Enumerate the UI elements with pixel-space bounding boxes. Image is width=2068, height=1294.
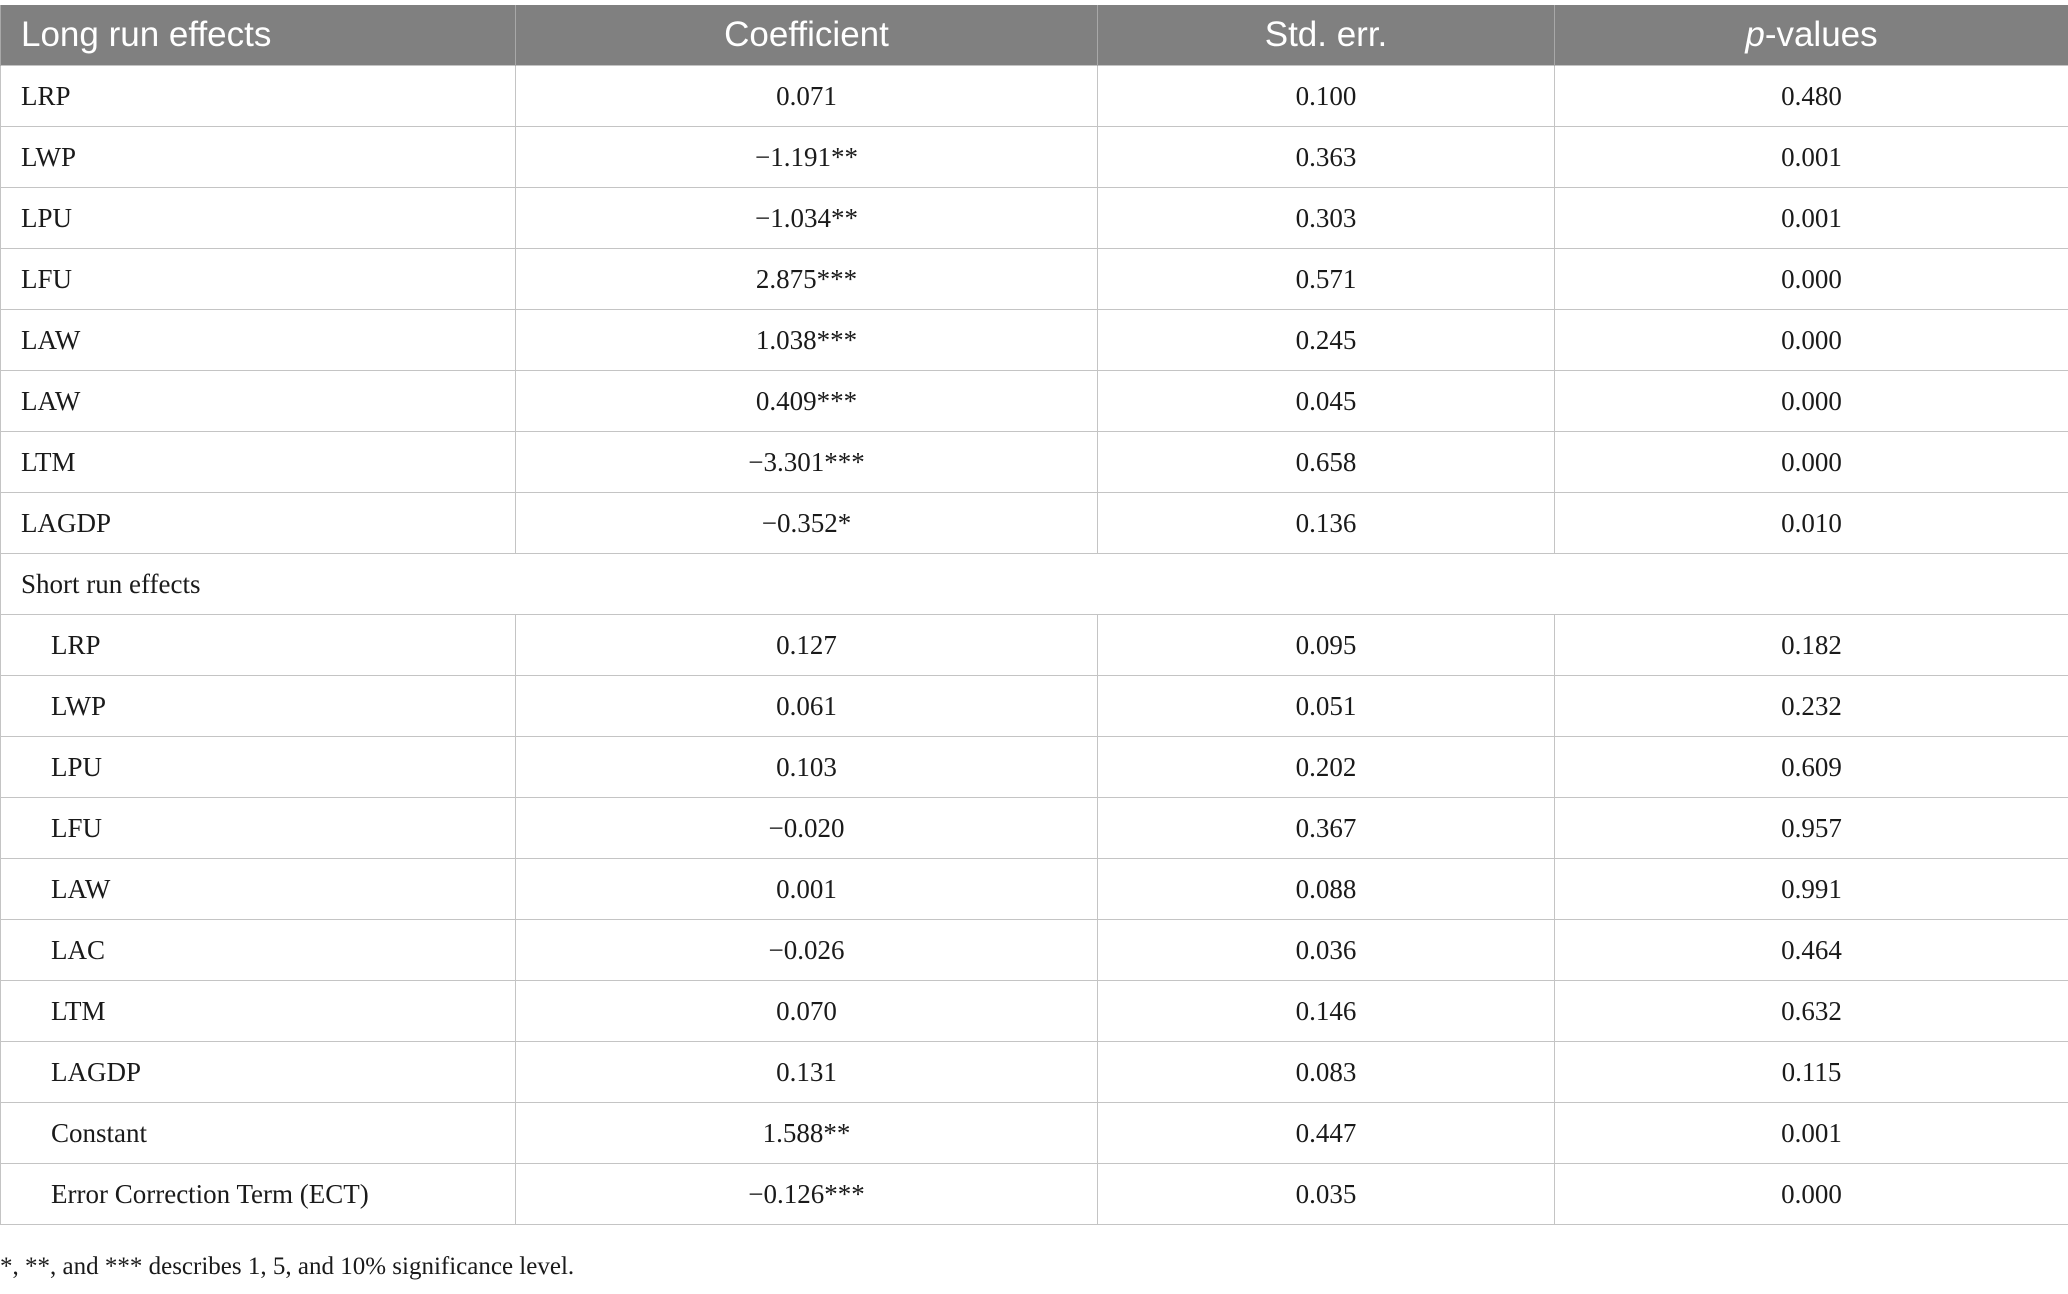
coefficient-cell: 0.103 bbox=[516, 737, 1098, 798]
p-value-cell: 0.000 bbox=[1555, 1164, 2068, 1225]
std-err-cell: 0.036 bbox=[1098, 920, 1555, 981]
row-label: LTM bbox=[1, 432, 516, 493]
header-std-err: Std. err. bbox=[1098, 5, 1555, 66]
std-err-cell: 0.136 bbox=[1098, 493, 1555, 554]
row-label: Constant bbox=[1, 1103, 516, 1164]
coefficient-cell: 1.038*** bbox=[516, 310, 1098, 371]
table-row bbox=[1, 676, 2068, 737]
table-row bbox=[1, 981, 2068, 1042]
row-label: LRP bbox=[1, 66, 516, 127]
std-err-cell: 0.146 bbox=[1098, 981, 1555, 1042]
table-row bbox=[1, 615, 2068, 676]
std-err-cell: 0.035 bbox=[1098, 1164, 1555, 1225]
header-p-values bbox=[1555, 5, 2068, 66]
p-value-cell: 0.609 bbox=[1555, 737, 2068, 798]
coefficient-cell: −0.026 bbox=[516, 920, 1098, 981]
coefficient-cell: −3.301*** bbox=[516, 432, 1098, 493]
p-value-cell: 0.464 bbox=[1555, 920, 2068, 981]
p-value-cell: 0.001 bbox=[1555, 127, 2068, 188]
coefficient-cell: −1.034** bbox=[516, 188, 1098, 249]
p-value-cell: 0.115 bbox=[1555, 1042, 2068, 1103]
std-err-cell: 0.245 bbox=[1098, 310, 1555, 371]
table-row bbox=[1, 1164, 2068, 1225]
std-err-cell: 0.202 bbox=[1098, 737, 1555, 798]
coefficient-cell: −0.352* bbox=[516, 493, 1098, 554]
p-value-cell: 0.010 bbox=[1555, 493, 2068, 554]
p-value-cell: 0.000 bbox=[1555, 249, 2068, 310]
row-label: LWP bbox=[1, 127, 516, 188]
coefficient-cell: 0.061 bbox=[516, 676, 1098, 737]
p-value-cell: 0.001 bbox=[1555, 188, 2068, 249]
std-err-cell: 0.045 bbox=[1098, 371, 1555, 432]
std-err-cell: 0.303 bbox=[1098, 188, 1555, 249]
table-row bbox=[1, 66, 2068, 127]
coefficient-cell: 0.070 bbox=[516, 981, 1098, 1042]
std-err-cell: 0.363 bbox=[1098, 127, 1555, 188]
row-label: LAW bbox=[1, 371, 516, 432]
results-table bbox=[0, 5, 2068, 1225]
table-row bbox=[1, 188, 2068, 249]
coefficient-cell: 0.131 bbox=[516, 1042, 1098, 1103]
coefficient-cell: 2.875*** bbox=[516, 249, 1098, 310]
std-err-cell: 0.088 bbox=[1098, 859, 1555, 920]
row-label: LAGDP bbox=[1, 1042, 516, 1103]
p-value-cell: 0.991 bbox=[1555, 859, 2068, 920]
std-err-cell: 0.051 bbox=[1098, 676, 1555, 737]
std-err-cell: 0.571 bbox=[1098, 249, 1555, 310]
section-row bbox=[1, 554, 2068, 615]
coefficient-cell: −0.020 bbox=[516, 798, 1098, 859]
header-p-letter: p bbox=[1745, 15, 1765, 54]
long-run-body bbox=[1, 66, 2068, 554]
coefficient-cell: 0.001 bbox=[516, 859, 1098, 920]
p-value-cell: 0.001 bbox=[1555, 1103, 2068, 1164]
table-row bbox=[1, 310, 2068, 371]
p-value-cell: 0.000 bbox=[1555, 432, 2068, 493]
row-label: LAW bbox=[1, 310, 516, 371]
row-label: LAW bbox=[1, 859, 516, 920]
table-row bbox=[1, 920, 2068, 981]
p-value-cell: 0.632 bbox=[1555, 981, 2068, 1042]
row-label: LWP bbox=[1, 676, 516, 737]
table-row bbox=[1, 432, 2068, 493]
coefficient-cell: 1.588** bbox=[516, 1103, 1098, 1164]
short-run-body bbox=[1, 615, 2068, 1225]
header-p-suffix: -values bbox=[1764, 15, 1878, 54]
p-value-cell: 0.182 bbox=[1555, 615, 2068, 676]
row-label: LAC bbox=[1, 920, 516, 981]
std-err-cell: 0.447 bbox=[1098, 1103, 1555, 1164]
std-err-cell: 0.083 bbox=[1098, 1042, 1555, 1103]
std-err-cell: 0.658 bbox=[1098, 432, 1555, 493]
row-label: LFU bbox=[1, 249, 516, 310]
header-long-run-effects: Long run effects bbox=[1, 5, 516, 66]
row-label: LTM bbox=[1, 981, 516, 1042]
footnote: *, **, and *** describes 1, 5, and 10% significance level. bbox=[0, 1253, 575, 1280]
row-label: Error Correction Term (ECT) bbox=[1, 1164, 516, 1225]
header-coefficient: Coefficient bbox=[516, 5, 1098, 66]
header-row bbox=[1, 5, 2068, 66]
coefficient-cell: 0.071 bbox=[516, 66, 1098, 127]
row-label: LFU bbox=[1, 798, 516, 859]
table-row bbox=[1, 1103, 2068, 1164]
short-run-heading-body bbox=[1, 554, 2068, 615]
table-row bbox=[1, 249, 2068, 310]
table-row bbox=[1, 798, 2068, 859]
table-row bbox=[1, 493, 2068, 554]
coefficient-cell: −0.126*** bbox=[516, 1164, 1098, 1225]
std-err-cell: 0.367 bbox=[1098, 798, 1555, 859]
table-row bbox=[1, 1042, 2068, 1103]
row-label: LPU bbox=[1, 188, 516, 249]
table-header bbox=[1, 5, 2068, 66]
coefficient-cell: 0.127 bbox=[516, 615, 1098, 676]
p-value-cell: 0.480 bbox=[1555, 66, 2068, 127]
p-value-cell: 0.232 bbox=[1555, 676, 2068, 737]
p-value-cell: 0.000 bbox=[1555, 310, 2068, 371]
std-err-cell: 0.095 bbox=[1098, 615, 1555, 676]
coefficient-cell: 0.409*** bbox=[516, 371, 1098, 432]
table-row bbox=[1, 371, 2068, 432]
table-row bbox=[1, 737, 2068, 798]
coefficient-cell: −1.191** bbox=[516, 127, 1098, 188]
row-label: LAGDP bbox=[1, 493, 516, 554]
row-label: LRP bbox=[1, 615, 516, 676]
p-value-cell: 0.000 bbox=[1555, 371, 2068, 432]
std-err-cell: 0.100 bbox=[1098, 66, 1555, 127]
p-value-cell: 0.957 bbox=[1555, 798, 2068, 859]
short-run-heading: Short run effects bbox=[1, 554, 2068, 615]
table-row bbox=[1, 127, 2068, 188]
row-label: LPU bbox=[1, 737, 516, 798]
table-row bbox=[1, 859, 2068, 920]
